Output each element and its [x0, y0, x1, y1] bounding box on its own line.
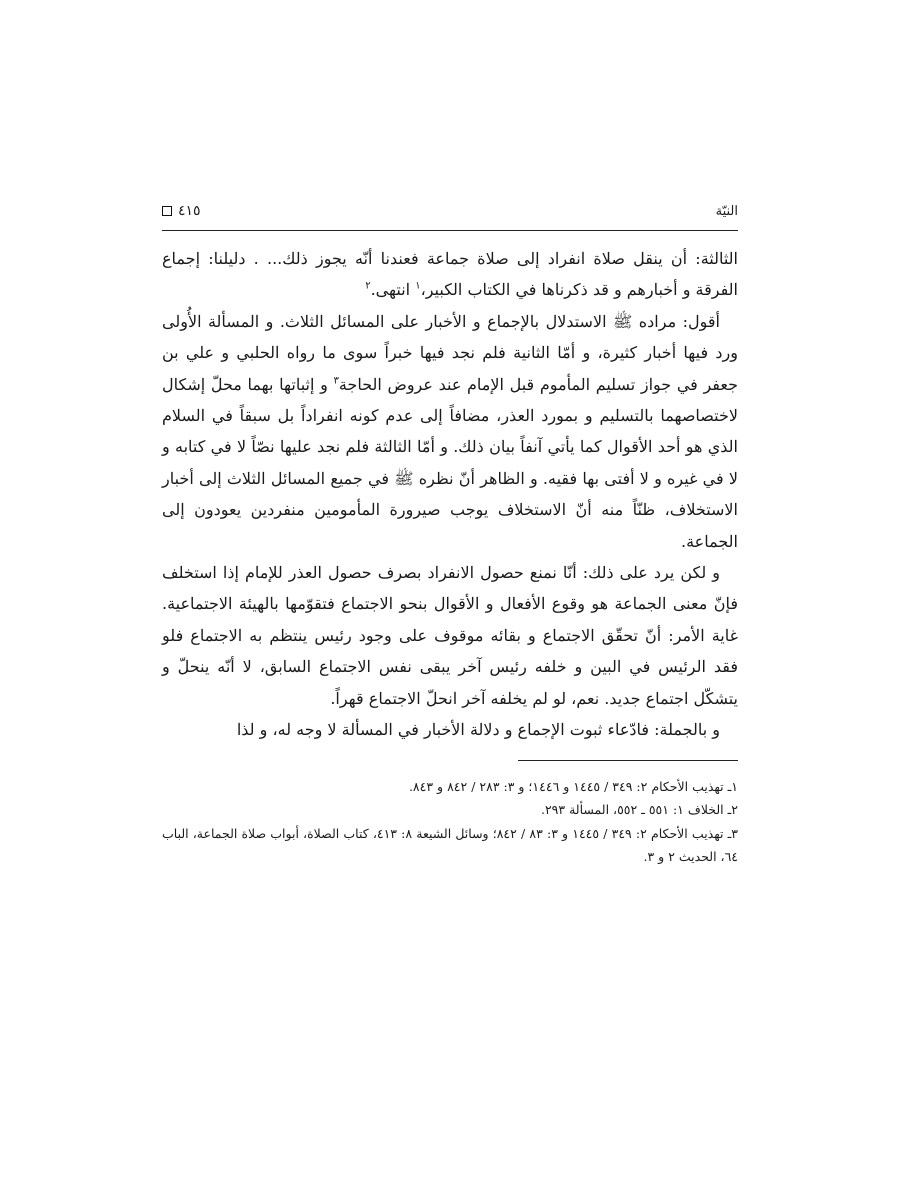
main-text — [162, 243, 738, 746]
footnote: ٢ـ الخلاف ١: ٥٥١ ـ ٥٥٢، المسألة ٢٩٣. — [540, 802, 738, 817]
footnote: ٣ـ تهذيب الأحكام ٢: ٣٤٩ / ١٤٤٥ و ٣: ٨٣ / ٨٤٢؛ وسائل الشيعة ٨: ٤١٣، كتاب الصلاة، أبواب صلاة الجماعة، الباب ٦٤، الحديث ٢ و ٣. — [162, 825, 738, 864]
page-number: ٤١٥ — [178, 203, 201, 219]
footnote-marker: ٣ — [333, 375, 339, 387]
footnotes — [162, 775, 738, 869]
footnote-marker: ١ — [415, 281, 421, 293]
book-page — [162, 196, 738, 869]
running-title: النيّة — [715, 203, 738, 219]
footnote-divider — [518, 760, 738, 761]
page-number-group — [162, 203, 201, 219]
footnote: ١ـ تهذيب الأحكام ٢: ٣٤٩ / ١٤٤٥ و ١٤٤٦؛ و ٣: ٢٨٣ / ٨٤٢ و ٨٤٣. — [408, 778, 738, 794]
paragraph: و لكن يرد على ذلك: أنّا نمنع حصول الانفراد بصرف حصول العذر للإمام إذا استخلف فإنّ معنى الجماعة هو وقوع الأفعال و الأقوال بنحو الاجتماع فتقوّمها بالهيئة الاجتماعية. غاية الأمر: أنّ تحقّق الاجتماع و بقائه موقوف على وجود رئيس ينتظم به الاجتماع فلو فقد الرئيس في البين و خلفه رئيس آخر يبقى نفس الاجتماع السابق، لا أنّه ينحلّ و يتشكّل اجتماع جديد. نعم، لو لم يخلفه آخر انحلّ الاجتماع قهراً. — [162, 563, 738, 708]
running-header — [162, 196, 738, 231]
paragraph: و بالجملة: فادّعاء ثبوت الإجماع و دلالة الأخبار في المسألة لا وجه له، و لذا — [236, 720, 720, 740]
footnote-marker: ٢ — [365, 281, 371, 293]
paragraph: أقول: مراده ﷺ الاستدلال بالإجماع و الأخبار على المسائل الثلاث. و المسألة الأُولى ورد فيها أخبار كثيرة، و أمّا الثانية فلم نجد فيها خبراً سوى ما رواه الحلبي و علي بن جعفر في جواز تسليم المأموم قبل الإمام عند عروض الحاجة$^٣$ و إثباتها بهما محلّ إشكال لاختصاصهما بالتسليم و بمورد العذر، مضافاً إلى عدم كونه انفراداً بل سبقاً في السلام الذي هو أحد الأقوال كما يأتي آنفاً بيان ذلك. و أمّا الثالثة فلم نجد عليها نصّاً لا في كتابه و لا في غيره و لا أفتى بها فقيه. و الظاهر أنّ نظره ﷺ في جميع المسائل الثلاث إلى أخبار الاستخلاف، ظنّاً منه أنّ الاستخلاف يوجب صيرورة المأمومين منفردين يعودون إلى الجماعة. — [162, 311, 739, 551]
square-ornament-icon — [162, 206, 172, 216]
paragraph: الثالثة: أن ينقل صلاة انفراد إلى صلاة جماعة فعندنا أنّه يجوز ذلك... . دليلنا: إجماع الفرقة و أخبارهم و قد ذكرناها في الكتاب الكبير،$^١$ انتهى.$^٢$ — [162, 249, 738, 300]
